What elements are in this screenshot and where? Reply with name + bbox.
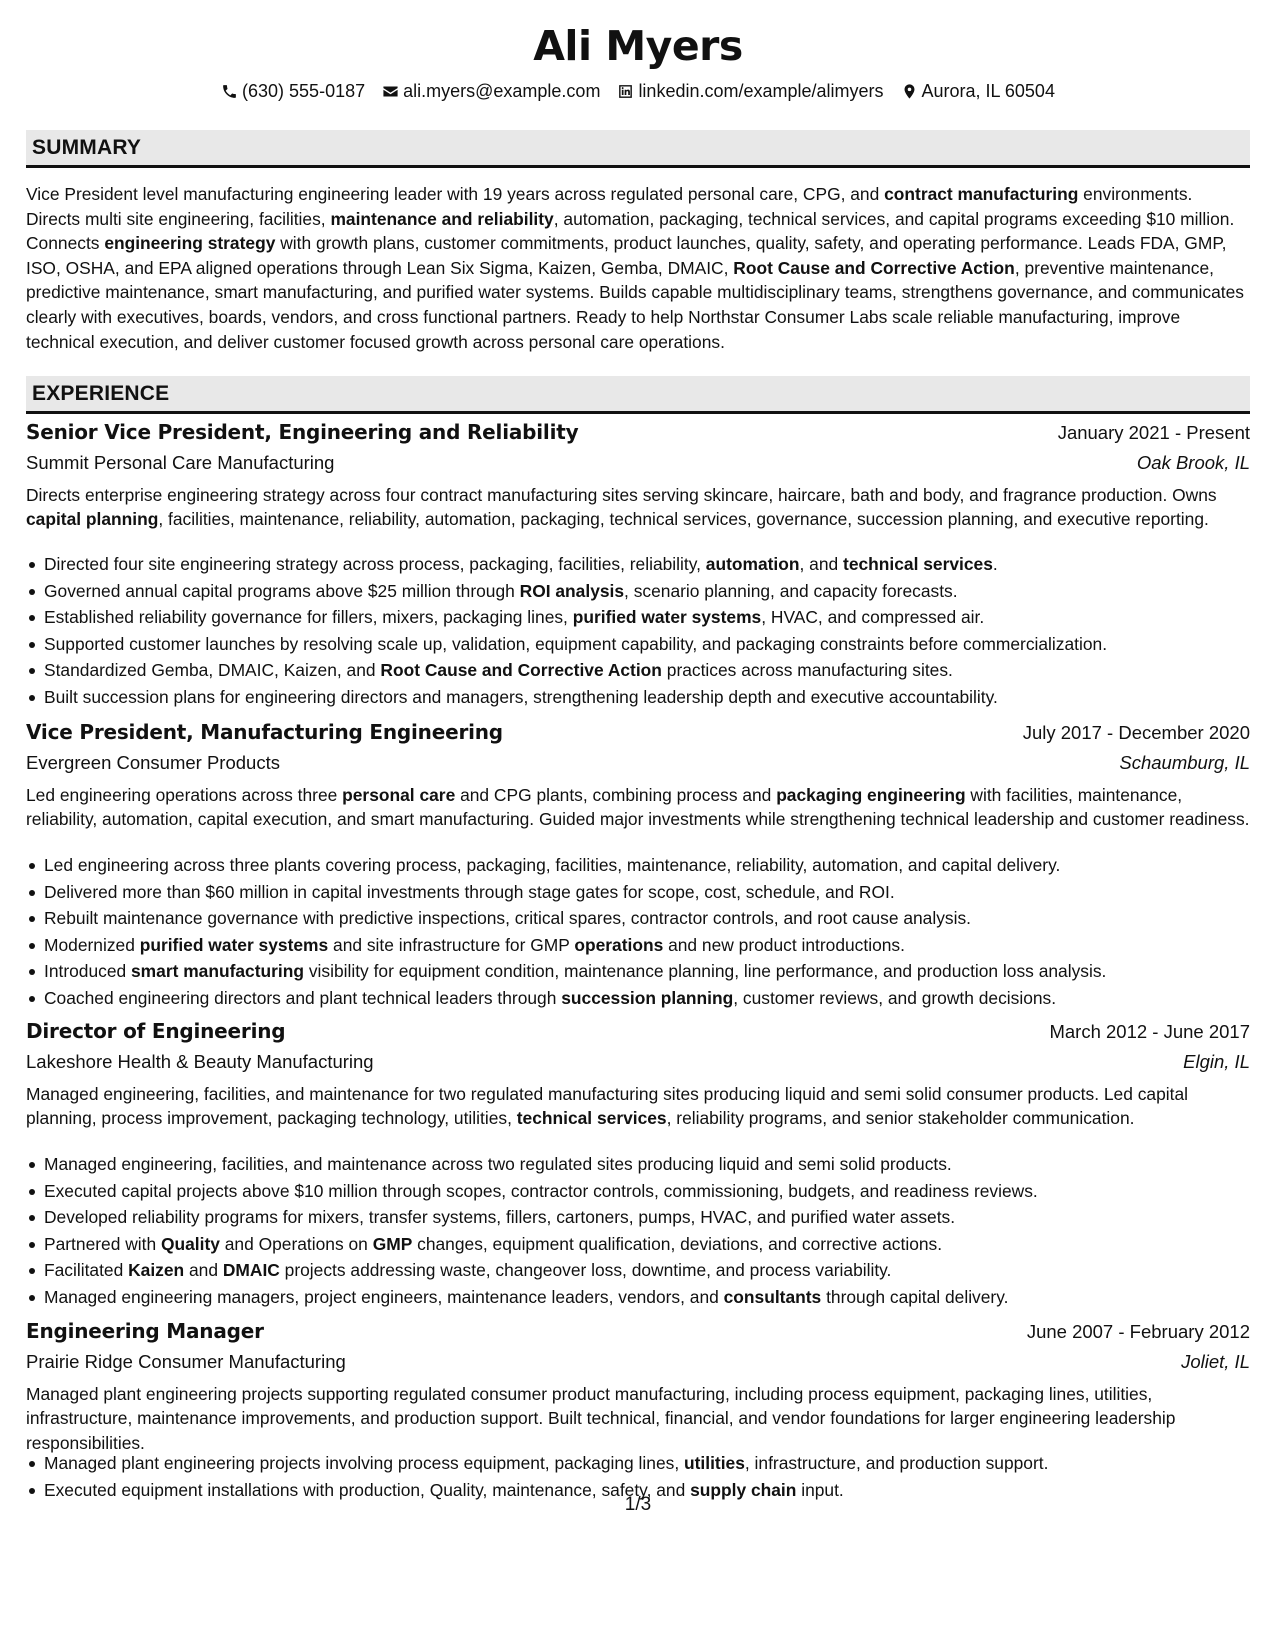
- bullet-item: [26, 958, 1250, 985]
- linkedin-icon: [617, 83, 634, 100]
- bold-phrase: utilities: [684, 1453, 745, 1473]
- text-run: and Operations on: [219, 1233, 373, 1254]
- bold-phrase: technical services: [516, 1108, 667, 1129]
- bold-phrase: operations: [574, 934, 664, 955]
- job-dates: July 2017 - December 2020: [1022, 722, 1250, 743]
- text-run: practices across manufacturing sites.: [661, 660, 953, 680]
- text-run: Partnered with: [44, 1233, 161, 1254]
- job-title: Engineering Manager: [26, 1319, 264, 1343]
- job-company: Lakeshore Health & Beauty Manufacturing: [26, 1051, 374, 1072]
- text-run: Modernized: [44, 934, 140, 955]
- text-run: Standardized Gemba, DMAIC, Kaizen, and: [44, 660, 381, 680]
- text-run: .: [992, 554, 998, 574]
- bullet-item: [26, 1204, 1250, 1231]
- text-run: , customer reviews, and growth decisions.: [733, 987, 1057, 1008]
- summary-text: [26, 182, 1250, 354]
- bold-phrase: consultants: [723, 1286, 822, 1307]
- candidate-name: Ali Myers: [533, 22, 743, 70]
- bold-phrase: technical services: [843, 554, 993, 574]
- text-run: and CPG plants, combining process and: [455, 785, 777, 805]
- job-dates: June 2007 - February 2012: [1026, 1321, 1250, 1342]
- text-run: with growth plans, customer commitments, product launches, quality, safety, and operating performance. Leads FDA, GMP, ISO, OSHA, and EPA aligned operations through Lean Six Sigma, Kaizen, Gemba, DMAIC,: [26, 233, 1227, 278]
- job-description: [26, 483, 1250, 532]
- text-run: Built succession plans for engineering directors and managers, strengthening leadership depth and executive accountability.: [44, 686, 998, 707]
- bold-phrase: Kaizen: [128, 1260, 185, 1280]
- text-run: with facilities, maintenance, reliability, automation, capital execution, and smart manufacturing. Guided major investments while strengthening technical leadership and customer readiness.: [26, 785, 1250, 830]
- text-run: projects addressing waste, changeover loss, downtime, and process variability.: [279, 1260, 892, 1280]
- text-run: Introduced: [44, 961, 132, 981]
- bold-phrase: succession planning: [561, 987, 734, 1008]
- bullet-item: [26, 852, 1250, 879]
- text-run: Facilitated: [44, 1260, 129, 1280]
- job-company: Prairie Ridge Consumer Manufacturing: [26, 1351, 346, 1372]
- text-run: , preventive maintenance, predictive maintenance, smart manufacturing, and purified water systems. Builds capable multidisciplinary teams, strengthens governance, and communicates clearly with executives, boards, vendors, and cross functional partners. Ready to help Northstar Consumer Labs scale reliable manufacturing, improve technical execution, and deliver customer focused growth across personal care operations.: [26, 257, 1244, 352]
- job-description: [26, 783, 1250, 832]
- text-run: Developed reliability programs for mixers, transfer systems, fillers, cartoners, pumps, HVAC, and purified water assets.: [44, 1207, 956, 1227]
- text-run: , facilities, maintenance, reliability, automation, packaging, technical services, governance, succession planning, and executive reporting.: [158, 509, 1209, 530]
- contact-bar: [26, 78, 1250, 104]
- bold-phrase: Root Cause and Corrective Action: [733, 257, 1015, 278]
- bold-phrase: engineering strategy: [104, 233, 276, 254]
- phone-text: (630) 555-0187: [242, 81, 366, 101]
- contact-email[interactable]: [382, 78, 600, 104]
- job-dates: January 2021 - Present: [1057, 422, 1250, 443]
- text-run: Directed four site engineering strategy across process, packaging, facilities, reliability,: [44, 554, 706, 574]
- text-run: , reliability programs, and senior stakeholder communication.: [666, 1108, 1135, 1129]
- job-company: Evergreen Consumer Products: [26, 752, 280, 773]
- text-run: , HVAC, and compressed air.: [761, 607, 985, 627]
- bullet-item: [26, 1231, 1250, 1258]
- text-run: visibility for equipment condition, maintenance planning, line performance, and production loss analysis.: [304, 961, 1107, 981]
- contact-linkedin[interactable]: [617, 78, 883, 104]
- linkedin-link[interactable]: linkedin.com/example/alimyers: [638, 81, 884, 101]
- bullet-item: [26, 1284, 1250, 1311]
- text-run: Managed engineering, facilities, and maintenance across two regulated sites producing liquid and semi solid products.: [44, 1154, 952, 1174]
- location-text: Aurora, IL 60504: [921, 81, 1055, 101]
- resume-page: [26, 0, 1250, 1650]
- experience-heading: [26, 376, 1250, 414]
- text-run: , and: [799, 554, 844, 574]
- text-run: Managed plant engineering projects involving process equipment, packaging lines,: [44, 1453, 684, 1473]
- contact-location: [901, 78, 1055, 104]
- bold-phrase: ROI analysis: [519, 580, 625, 601]
- text-run: Established reliability governance for fillers, mixers, packaging lines,: [44, 607, 573, 627]
- bullet-item: [26, 985, 1250, 1012]
- bullet-item: [26, 1178, 1250, 1205]
- job-location: Oak Brook, IL: [1136, 452, 1250, 473]
- bullet-item: [26, 879, 1250, 906]
- bullet-item: [26, 684, 1250, 711]
- email-link[interactable]: ali.myers@example.com: [403, 81, 601, 101]
- bullet-item: [26, 631, 1250, 658]
- text-run: and: [184, 1260, 223, 1280]
- bold-phrase: DMAIC: [222, 1260, 280, 1280]
- bold-phrase: smart manufacturing: [131, 961, 304, 981]
- job-company: Summit Personal Care Manufacturing: [26, 452, 335, 473]
- bullet-item: [26, 1450, 1250, 1477]
- bullet-item: [26, 657, 1250, 684]
- text-run: changes, equipment qualification, deviations, and corrective actions.: [412, 1233, 943, 1254]
- text-run: , scenario planning, and capacity forecasts.: [624, 580, 958, 601]
- summary-heading: [26, 130, 1250, 168]
- bullet-item: [26, 1151, 1250, 1178]
- job-bullets: [26, 551, 1250, 710]
- map-pin-icon: [901, 83, 918, 100]
- text-run: Vice President level manufacturing engineering leader with 19 years across regulated personal care, CPG, and: [26, 184, 885, 204]
- bullet-item: [26, 604, 1250, 631]
- bullet-item: [26, 932, 1250, 959]
- text-run: Led engineering operations across three: [26, 785, 343, 805]
- text-run: environments. Directs multi site engineering, facilities,: [26, 184, 1193, 229]
- page-number: 1/3: [624, 1494, 652, 1515]
- bold-phrase: automation: [705, 554, 800, 574]
- envelope-icon: [382, 83, 399, 100]
- text-run: input.: [796, 1479, 844, 1500]
- text-run: Led engineering across three plants covering process, packaging, facilities, maintenance, reliability, automation, and capital delivery.: [44, 855, 1061, 875]
- text-run: Rebuilt maintenance governance with predictive inspections, critical spares, contractor controls, and root cause analysis.: [44, 908, 972, 928]
- bold-phrase: purified water systems: [139, 934, 329, 955]
- bold-phrase: capital planning: [26, 509, 159, 530]
- bold-phrase: supply chain: [690, 1479, 797, 1500]
- bullet-item: [26, 1257, 1250, 1284]
- text-run: Supported customer launches by resolving scale up, validation, equipment capability, and packaging constraints before commercialization.: [44, 633, 1108, 654]
- text-run: Managed plant engineering projects supporting regulated consumer product manufacturing, including process equipment, packaging lines, utilities, infrastructure, maintenance improvements, and production support. Built technical, financial, and vendor foundations for larger engineering leadership responsibilities.: [26, 1384, 1176, 1453]
- text-run: Managed engineering, facilities, and maintenance for two regulated manufacturing sites producing liquid and semi solid consumer products. Led capital planning, process improvement, packaging technology, utilities,: [26, 1084, 1188, 1129]
- text-run: and new product introductions.: [663, 934, 905, 955]
- text-run: , infrastructure, and production support.: [744, 1453, 1049, 1473]
- job-dates: March 2012 - June 2017: [1049, 1021, 1250, 1042]
- bullet-item: [26, 578, 1250, 605]
- bold-phrase: purified water systems: [572, 607, 762, 627]
- job-title: Director of Engineering: [26, 1019, 286, 1043]
- phone-icon: [221, 83, 238, 100]
- bold-phrase: personal care: [342, 785, 456, 805]
- text-run: Directs enterprise engineering strategy across four contract manufacturing sites serving skincare, haircare, bath and body, and fragrance production. Owns: [26, 485, 1217, 505]
- job-location: Elgin, IL: [1183, 1051, 1250, 1072]
- job-description: [26, 1082, 1250, 1131]
- text-run: Managed engineering managers, project engineers, maintenance leaders, vendors, and: [44, 1286, 724, 1307]
- job-title: Vice President, Manufacturing Engineering: [26, 720, 503, 744]
- bullet-item: [26, 905, 1250, 932]
- text-run: and site infrastructure for GMP: [328, 934, 575, 955]
- text-run: Governed annual capital programs above $25 million through: [44, 580, 520, 601]
- job-title: Senior Vice President, Engineering and Reliability: [26, 420, 579, 444]
- text-run: Delivered more than $60 million in capital investments through stage gates for scope, cost, schedule, and ROI.: [44, 881, 895, 902]
- text-run: Executed equipment installations with production, Quality, maintenance, safety, and: [44, 1479, 691, 1500]
- job-bullets: [26, 1151, 1250, 1310]
- text-run: through capital delivery.: [821, 1286, 1009, 1307]
- text-run: Executed capital projects above $10 million through scopes, contractor controls, commissioning, budgets, and readiness reviews.: [44, 1180, 1038, 1201]
- bold-phrase: packaging engineering: [776, 785, 966, 805]
- bullet-item: [26, 551, 1250, 578]
- experience-heading-text: EXPERIENCE: [32, 382, 170, 405]
- contact-phone: [221, 78, 365, 104]
- job-location: Schaumburg, IL: [1119, 752, 1250, 773]
- bold-phrase: Quality: [160, 1233, 220, 1254]
- bold-phrase: contract manufacturing: [884, 184, 1079, 204]
- bold-phrase: GMP: [372, 1233, 413, 1254]
- job-location: Joliet, IL: [1181, 1351, 1250, 1372]
- summary-heading-text: SUMMARY: [32, 136, 142, 159]
- text-run: , automation, packaging, technical services, and capital programs exceeding $10 million. Connects: [26, 208, 1235, 254]
- bold-phrase: Root Cause and Corrective Action: [380, 660, 662, 680]
- bold-phrase: maintenance and reliability: [330, 208, 554, 229]
- text-run: Coached engineering directors and plant technical leaders through: [44, 987, 562, 1008]
- job-description: [26, 1382, 1250, 1455]
- job-bullets: [26, 852, 1250, 1011]
